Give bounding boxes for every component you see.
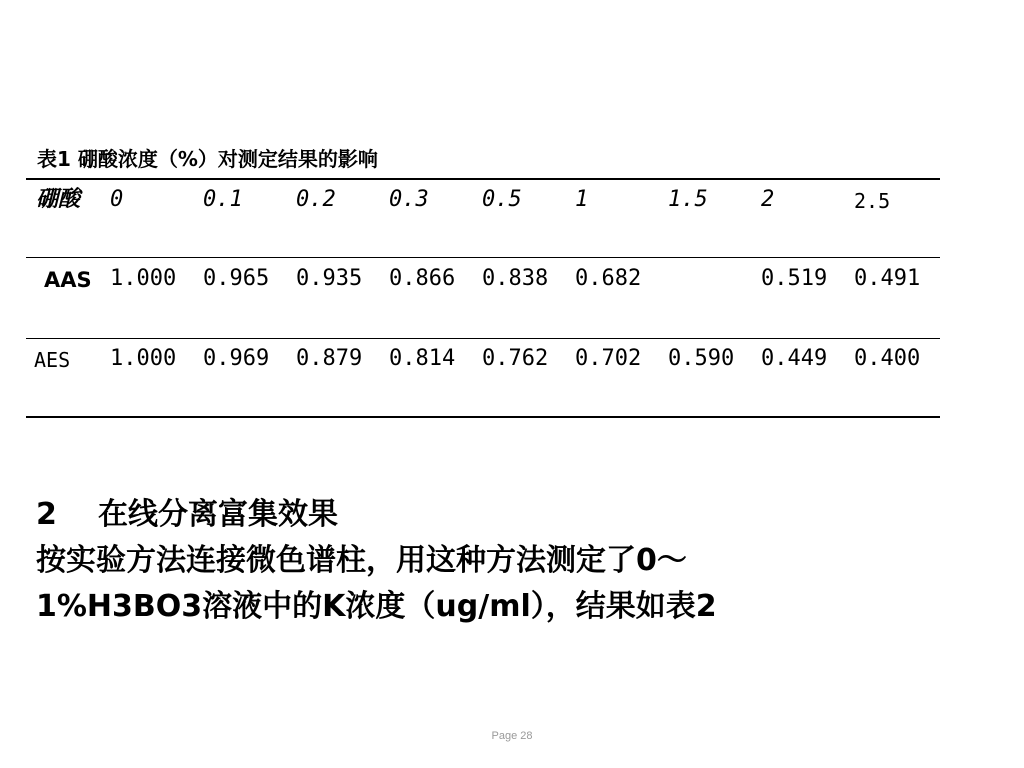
table-cell: 0.491 [854, 266, 921, 291]
page-number: Page 28 [491, 730, 533, 742]
table-cell: 0.590 [668, 346, 735, 371]
section-text [36, 492, 717, 630]
header-value: 2 [761, 187, 775, 212]
row-label: AES [34, 348, 71, 372]
header-value: 0.5 [482, 187, 522, 212]
table-cell: 1.000 [110, 346, 177, 371]
table-cell: 0.969 [203, 346, 270, 371]
body-line: 1%H3BO3溶液中的K浓度（ug/ml），结果如表2 [36, 589, 717, 624]
header-value: 0 [110, 187, 124, 212]
table-caption: 表1 硼酸浓度（%）对测定结果的影响 [37, 147, 378, 171]
table-bottom-rule [26, 416, 940, 418]
header-value: 1.5 [668, 187, 708, 212]
table-cell: 0.682 [575, 266, 642, 291]
header-value: 0.2 [296, 187, 336, 212]
header-label: 硼酸 [36, 187, 81, 212]
header-value: 0.1 [203, 187, 243, 212]
table-cell: 0.879 [296, 346, 363, 371]
table-cell: 0.965 [203, 266, 270, 291]
section-heading [36, 492, 717, 538]
table-cell: 0.400 [854, 346, 921, 371]
header-value: 0.3 [389, 187, 429, 212]
table-cell: 1.000 [110, 266, 177, 291]
table-row-rule [26, 257, 940, 258]
table-cell: 0.762 [482, 346, 549, 371]
table-row-rule [26, 338, 940, 339]
table-top-rule [26, 178, 940, 180]
table-cell: 0.449 [761, 346, 828, 371]
section-number: 2 [36, 497, 57, 532]
body-line: 按实验方法连接微色谱柱，用这种方法测定了0～ [36, 543, 687, 578]
section-title: 在线分离富集效果 [98, 497, 338, 532]
row-label: AAS [44, 268, 92, 292]
header-value: 2.5 [854, 189, 891, 213]
table-cell: 0.702 [575, 346, 642, 371]
table-cell: 0.519 [761, 266, 828, 291]
table-cell: 0.866 [389, 266, 456, 291]
table-cell: 0.935 [296, 266, 363, 291]
table-cell: 0.838 [482, 266, 549, 291]
table-cell: 0.814 [389, 346, 456, 371]
header-value: 1 [575, 187, 589, 212]
